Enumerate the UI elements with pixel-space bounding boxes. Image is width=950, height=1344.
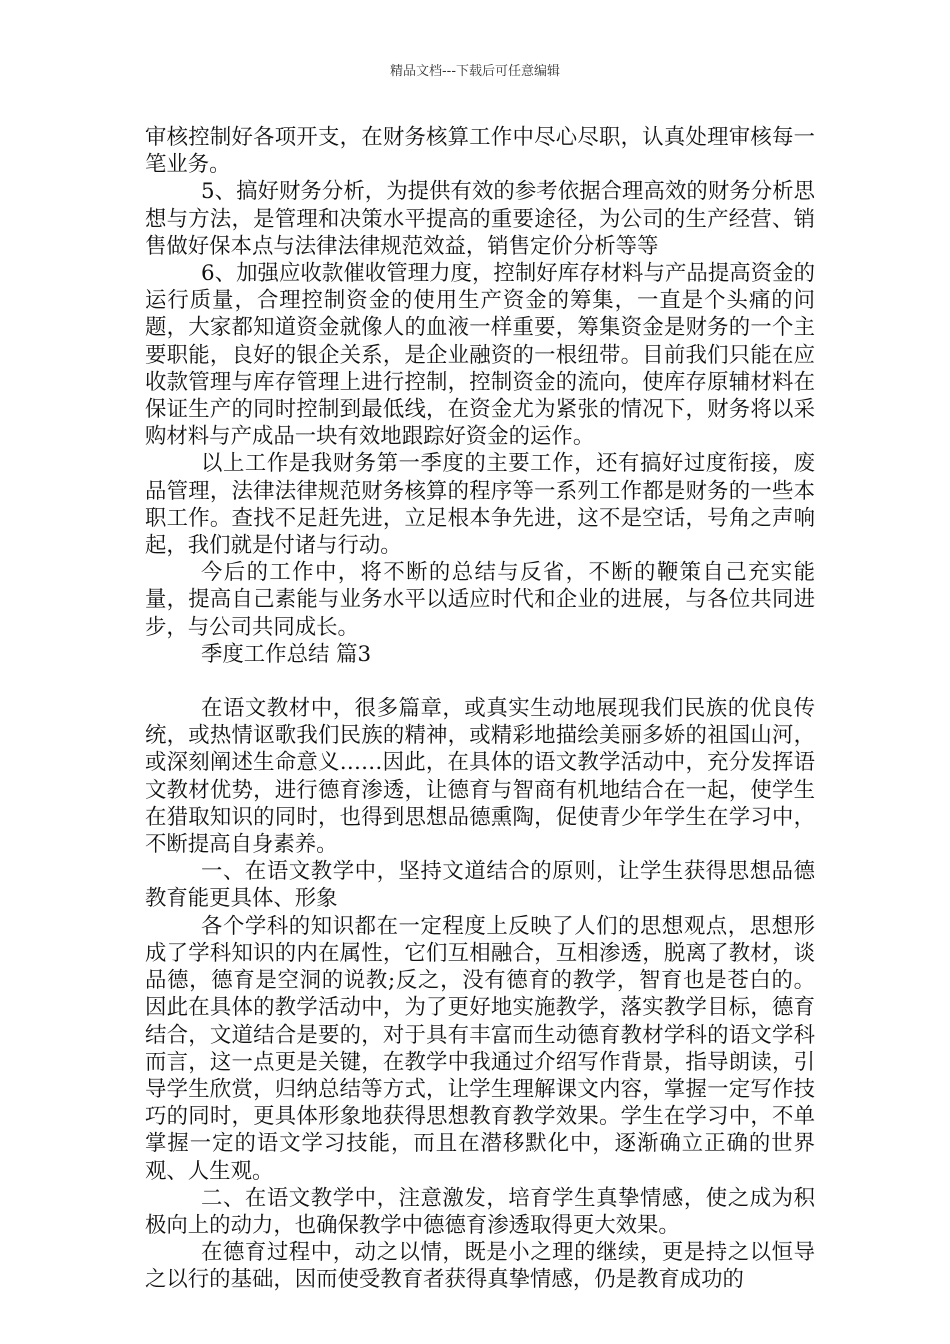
paragraph: 5、搞好财务分析，为提供有效的参考依据合理高效的财务分析思想与方法，是管理和决策水平提高的重要途径，为公司的生产经营、销售做好保本点与法律法律规范效益，销售定价分析等等: [145, 179, 815, 259]
paragraph: 各个学科的知识都在一定程度上反映了人们的思想观点，思想形成了学科知识的内在属性，它们互相融合，互相渗透，脱离了教材，谈品德，德育是空洞的说教;反之，没有德育的教学，智育也是苍白的。因此在具体的教学活动中，为了更好地实施教学，落实教学目标，德育结合，文道结合是要的，对于具有丰富而生动德育教材学科的语文学科而言，这一点更是关键，在教学中我通过介绍写作背景，指导朗读，引导学生欣赏，归纳总结等方式，让学生理解课文内容，掌握一定写作技巧的同时，更具体形象地获得思想教育教学效果。学生在学习中，不单掌握一定的语文学习技能，而且在潜移默化中，逐渐确立正确的世界观、人生观。: [145, 913, 815, 1184]
section-title: 季度工作总结 篇3: [201, 641, 372, 667]
paragraph: 6、加强应收款催收管理力度，控制好库存材料与产品提高资金的运行质量，合理控制资金的使用生产资金的筹集，一直是个头痛的问题，大家都知道资金就像人的血液一样重要，筹集资金是财务的一个主要职能，良好的银企关系，是企业融资的一根纽带。目前我们只能在应收款管理与库存管理上进行控制，控制资金的流向，使库存原辅材料在保证生产的同时控制到最低线，在资金尤为紧张的情况下，财务将以采购材料与产成品一块有效地跟踪好资金的运作。: [145, 261, 815, 450]
paragraph: 一、在语文教学中，坚持文道结合的原则，让学生获得思想品德教育能更具体、形象: [145, 859, 815, 912]
paragraph: 审核控制好各项开支，在财务核算工作中尽心尽职，认真处理审核每一笔业务。: [145, 125, 815, 178]
blank-line: [145, 668, 815, 695]
paragraph: 在语文教材中，很多篇章，或真实生动地展现我们民族的优良传统，或热情讴歌我们民族的精神，或精彩地描绘美丽多娇的祖国山河，或深刻阐述生命意义……因此，在具体的语文教学活动中，充分发挥语文教材优势，进行德育渗透，让德育与智商有机地结合在一起，使学生在猎取知识的同时，也得到思想品德熏陶，促使青少年学生在学习中，不断提高自身素养。: [145, 696, 815, 858]
page-header: 精品文档---下载后可任意编辑: [389, 64, 561, 79]
paragraph: 以上工作是我财务第一季度的主要工作，还有搞好过度衔接，废品管理，法律法律规范财务核算的程序等一系列工作都是财务的一些本职工作。查找不足赶先进，立足根本争先进，这不是空话，号角之声响起，我们就是付诸与行动。: [145, 451, 815, 559]
paragraph: 今后的工作中，将不断的总结与反省，不断的鞭策自己充实能量，提高自己素能与业务水平以适应时代和企业的进展，与各位共同进步，与公司共同成长。: [145, 560, 815, 640]
document-body: [145, 124, 815, 1294]
paragraph: 二、在语文教学中，注意激发，培育学生真挚情感，使之成为积极向上的动力，也确保教学中德德育渗透取得更大效果。: [145, 1185, 815, 1238]
paragraph: 在德育过程中，动之以情，既是小之理的继续，更是持之以恒导之以行的基础，因而使受教育者获得真挚情感，仍是教育成功的: [145, 1240, 815, 1293]
